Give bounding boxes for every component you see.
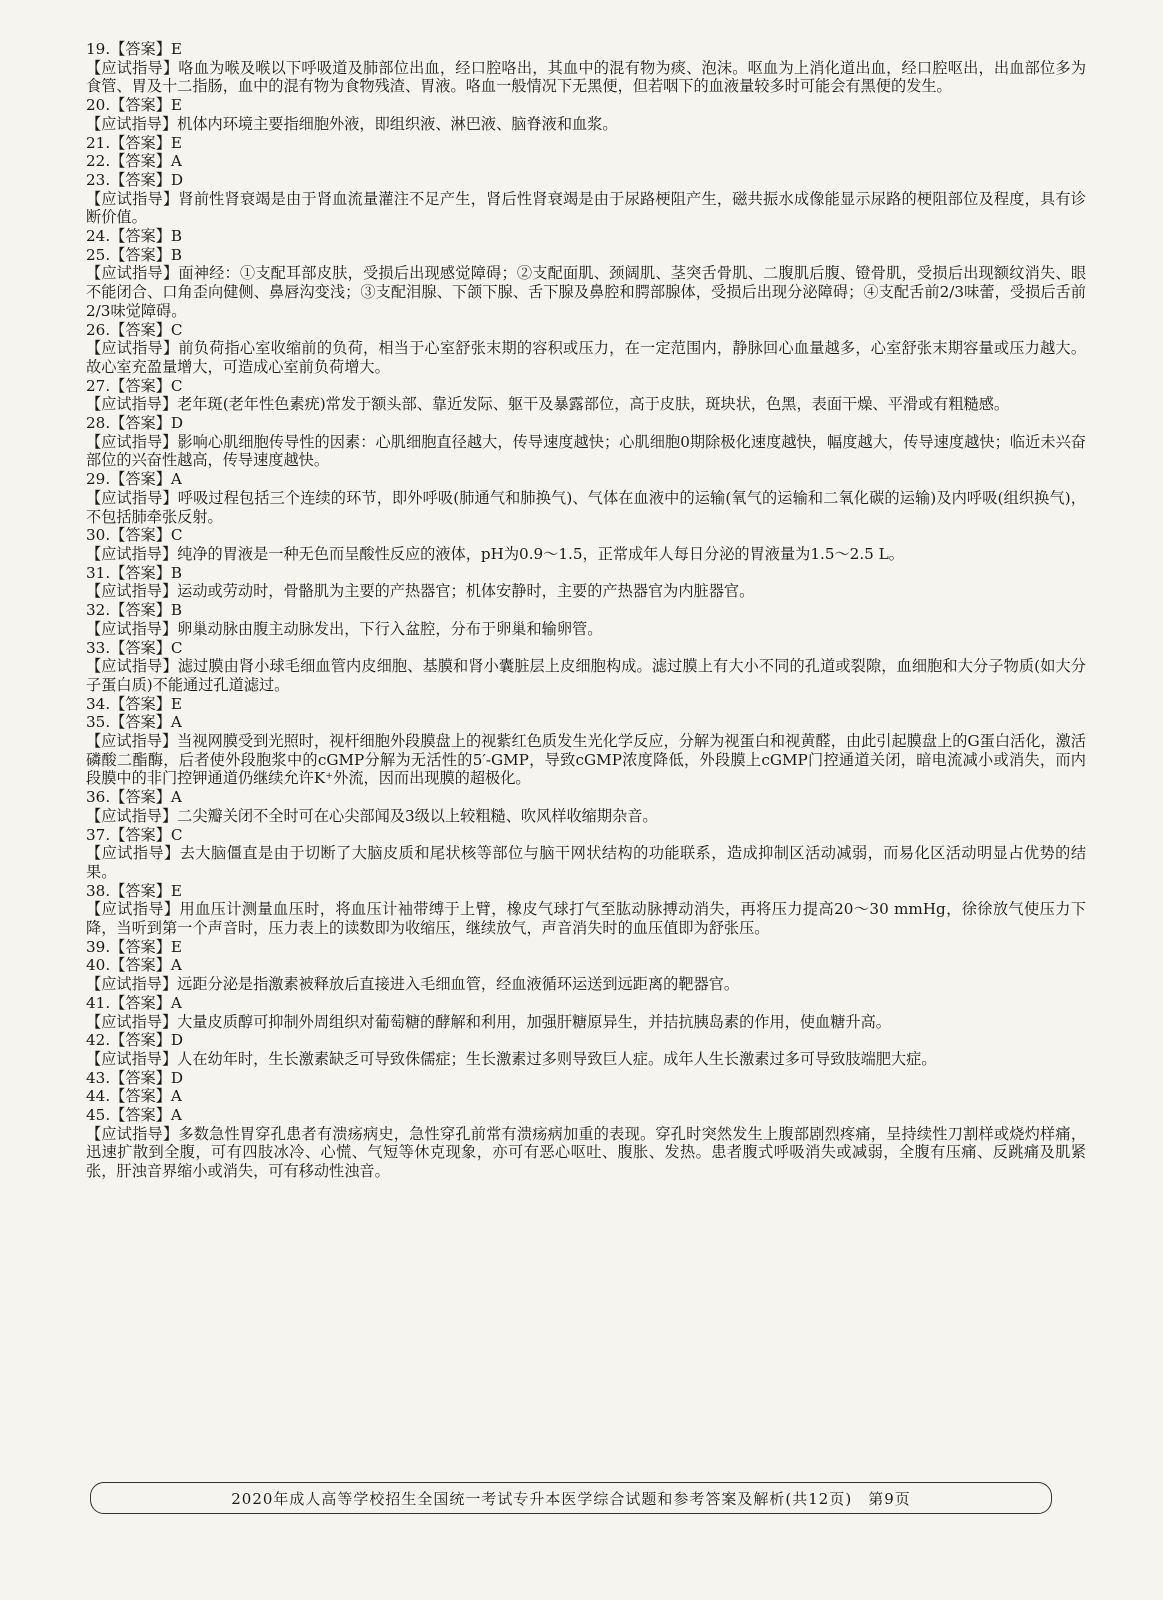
- guide-text: 【应试指导】卵巢动脉由腹主动脉发出，下行入盆腔，分布于卵巢和输卵管。: [86, 619, 603, 638]
- answer-text: 【答案】A: [110, 1087, 182, 1106]
- guide-text: 【应试指导】肾前性肾衰竭是由于肾血流量灌注不足产生，肾后性肾衰竭是由于尿路梗阻产生，磁共振水成像能显示尿路的梗阻部位及程度，具有诊断价值。: [86, 189, 1086, 227]
- answer-line: [86, 414, 1086, 433]
- answer-text: 【答案】B: [110, 245, 183, 264]
- guide-text: 【应试指导】老年斑(老年性色素疣)常发于额头部、靠近发际、躯干及暴露部位，高于皮肤，斑块状，色黑，表面干燥、平滑或有粗糙感。: [86, 395, 1010, 414]
- answer-text: 【答案】A: [110, 713, 182, 732]
- answer-text: 【答案】A: [110, 956, 182, 975]
- answer-item: [86, 1106, 1086, 1181]
- answer-item: [86, 321, 1086, 377]
- guide-text: 【应试指导】去大脑僵直是由于切断了大脑皮质和尾状核等部位与脑干网状结构的功能联系，造成抑制区活动减弱，而易化区活动明显占优势的结果。: [86, 844, 1086, 881]
- question-number: 30.: [86, 526, 111, 545]
- answer-item: [86, 713, 1086, 788]
- question-number: 24.: [86, 227, 111, 246]
- answer-item: [86, 956, 1086, 993]
- answer-line: [86, 96, 1086, 115]
- question-number: 36.: [86, 788, 111, 807]
- answer-item: [86, 246, 1086, 321]
- answer-text: 【答案】E: [110, 133, 182, 152]
- answer-text: 【答案】C: [110, 825, 183, 844]
- guide-text: 【应试指导】二尖瓣关闭不全时可在心尖部闻及3级以上较粗糙、吹风样收缩期杂音。: [86, 806, 658, 825]
- answer-item: [86, 40, 1086, 96]
- question-number: 37.: [86, 825, 111, 844]
- answer-item: [86, 1031, 1086, 1068]
- answer-line: [86, 377, 1086, 396]
- answer-text: 【答案】C: [110, 526, 183, 545]
- guide-text: 【应试指导】咯血为喉及喉以下呼吸道及肺部位出血，经口腔咯出，其血中的混有物为痰、泡沫。呕血为上消化道出血，经口腔呕出，出血部位多为食管、胃及十二指肠，血中的混有物为食物残渣、胃液。咯血一般情况下无黑便，但若咽下的血液量较多时可能会有黑便的发生。: [86, 58, 1086, 96]
- answer-line: [86, 40, 1086, 59]
- answer-item: [86, 227, 1086, 246]
- guide-text: 【应试指导】滤过膜由肾小球毛细血管内皮细胞、基膜和肾小囊脏层上皮细胞构成。滤过膜上有大小不同的孔道或裂隙，血细胞和大分子物质(如大分子蛋白质)不能通过孔道滤过。: [86, 657, 1086, 694]
- answer-item: [86, 1087, 1086, 1106]
- answer-text: 【答案】A: [110, 1106, 182, 1125]
- question-number: 40.: [86, 956, 111, 975]
- question-number: 29.: [86, 470, 111, 489]
- answer-text: 【答案】E: [110, 694, 182, 713]
- guide-text: 【应试指导】大量皮质醇可抑制外周组织对葡萄糖的酵解和利用，加强肝糖原异生，并拮抗胰岛素的作用，使血糖升高。: [86, 1012, 891, 1031]
- guide-text: 【应试指导】运动或劳动时，骨骼肌为主要的产热器官；机体安静时，主要的产热器官为内脏器官。: [86, 582, 755, 601]
- question-number: 41.: [86, 993, 111, 1012]
- question-number: 32.: [86, 601, 111, 620]
- answer-line: [86, 134, 1086, 153]
- question-number: 34.: [86, 694, 111, 713]
- answer-item: [86, 938, 1086, 957]
- answer-line: [86, 470, 1086, 489]
- answer-line: [86, 882, 1086, 901]
- answer-item: [86, 882, 1086, 938]
- answer-text: 【答案】D: [110, 1068, 184, 1087]
- guide-text: 【应试指导】前负荷指心室收缩前的负荷，相当于心室舒张末期的容积或压力，在一定范围内，静脉回心血量越多，心室舒张末期容量或压力越大。故心室充盈量增大，可造成心室前负荷增大。: [86, 339, 1086, 376]
- answer-line: [86, 826, 1086, 845]
- answer-line: [86, 246, 1086, 265]
- answer-text: 【答案】D: [110, 1031, 184, 1050]
- answer-list: [86, 40, 1086, 1181]
- answer-line: [86, 601, 1086, 620]
- answer-line: [86, 564, 1086, 583]
- answer-item: [86, 152, 1086, 171]
- guide-text: 【应试指导】呼吸过程包括三个连续的环节，即外呼吸(肺通气和肺换气)、气体在血液中的运输(氧气的运输和二氧化碳的运输)及内呼吸(组织换气)，不包括肺牵张反射。: [86, 488, 1086, 526]
- answer-text: 【答案】B: [110, 563, 183, 582]
- answer-line: [86, 152, 1086, 171]
- answer-line: [86, 938, 1086, 957]
- answer-line: [86, 1031, 1086, 1050]
- answer-text: 【答案】C: [110, 320, 183, 339]
- answer-item: [86, 171, 1086, 227]
- answer-text: 【答案】A: [110, 788, 182, 807]
- answer-line: [86, 526, 1086, 545]
- question-number: 25.: [86, 245, 111, 264]
- question-number: 38.: [86, 881, 111, 900]
- page-footer: [90, 1482, 1052, 1514]
- answer-line: [86, 713, 1086, 732]
- answer-item: [86, 414, 1086, 470]
- answer-item: [86, 601, 1086, 638]
- answer-line: [86, 1087, 1086, 1106]
- question-number: 43.: [86, 1068, 111, 1087]
- answer-line: [86, 227, 1086, 246]
- answer-line: [86, 788, 1086, 807]
- answer-line: [86, 639, 1086, 658]
- question-number: 23.: [86, 170, 111, 189]
- question-number: 28.: [86, 414, 111, 433]
- answer-item: [86, 526, 1086, 563]
- answer-item: [86, 564, 1086, 601]
- guide-text: 【应试指导】面神经：①支配耳部皮肤，受损后出现感觉障碍；②支配面肌、颈阔肌、茎突舌骨肌、二腹肌后腹、镫骨肌，受损后出现额纹消失、眼不能闭合、口角歪向健侧、鼻唇沟变浅；③支配泪腺、下颌下腺、舌下腺及鼻腔和腭部腺体，受损后出现分泌障碍；④支配舌前2/3味蕾，受损后舌前2/3味觉障碍。: [86, 264, 1086, 320]
- question-number: 20.: [86, 96, 111, 115]
- answer-text: 【答案】E: [110, 40, 182, 58]
- guide-text: 【应试指导】用血压计测量血压时，将血压计袖带缚于上臂，橡皮气球打气至肱动脉搏动消失，再将压力提高20～30 mmHg，徐徐放气使压力下降，当听到第一个声音时，压力表上的读数即为收缩压，继续放气，声音消失时的血压值即为舒张压。: [86, 900, 1086, 938]
- footer-text: 2020年成人高等学校招生全国统一考试专升本医学综合试题和参考答案及解析(共12页) 第9页: [231, 1489, 911, 1508]
- question-number: 26.: [86, 320, 111, 339]
- answer-text: 【答案】E: [110, 96, 182, 115]
- answer-line: [86, 994, 1086, 1013]
- answer-text: 【答案】C: [110, 638, 183, 657]
- guide-text: 【应试指导】人在幼年时，生长激素缺乏可导致侏儒症；生长激素过多则导致巨人症。成年人生长激素过多可导致肢端肥大症。: [86, 1049, 937, 1068]
- answer-text: 【答案】B: [110, 227, 183, 246]
- answer-item: [86, 134, 1086, 153]
- answer-line: [86, 695, 1086, 714]
- answer-item: [86, 96, 1086, 133]
- question-number: 21.: [86, 133, 111, 152]
- question-number: 39.: [86, 937, 111, 956]
- answer-line: [86, 321, 1086, 340]
- guide-text: 【应试指导】纯净的胃液是一种无色而呈酸性反应的液体，pH为0.9～1.5，正常成年人每日分泌的胃液量为1.5～2.5 L。: [86, 544, 904, 563]
- answer-line: [86, 1106, 1086, 1125]
- answer-item: [86, 788, 1086, 825]
- answer-item: [86, 695, 1086, 714]
- guide-text: 【应试指导】机体内环境主要指细胞外液，即组织液、淋巴液、脑脊液和血浆。: [86, 114, 618, 133]
- question-number: 44.: [86, 1087, 111, 1106]
- guide-text: 【应试指导】当视网膜受到光照时，视杆细胞外段膜盘上的视紫红色质发生光化学反应，分解为视蛋白和视黄醛，由此引起膜盘上的G蛋白活化，激活磷酸二酯酶，后者使外段胞浆中的cGMP分解为无活性的5′-GMP，导致cGMP浓度降低，外段膜上cGMP门控通道关闭，暗电流减小或消失，而内段膜中的非门控钾通道仍继续允许K⁺外流，因而出现膜的超极化。: [86, 732, 1086, 788]
- answer-item: [86, 470, 1086, 526]
- answer-text: 【答案】A: [110, 152, 182, 171]
- question-number: 42.: [86, 1031, 111, 1050]
- answer-line: [86, 1069, 1086, 1088]
- answer-text: 【答案】D: [110, 170, 184, 189]
- question-number: 33.: [86, 638, 111, 657]
- answer-line: [86, 956, 1086, 975]
- guide-text: 【应试指导】多数急性胃穿孔患者有溃疡病史，急性穿孔前常有溃疡病加重的表现。穿孔时突然发生上腹部剧烈疼痛，呈持续性刀割样或烧灼样痛，迅速扩散到全腹，可有四肢冰冷、心慌、气短等休克现象，亦可有恶心呕吐、腹胀、发热。患者腹式呼吸消失或减弱，全腹有压痛、反跳痛及肌紧张，肝浊音界缩小或消失，可有移动性浊音。: [86, 1124, 1086, 1181]
- question-number: 22.: [86, 152, 111, 171]
- question-number: 35.: [86, 713, 111, 732]
- question-number: 45.: [86, 1106, 111, 1125]
- question-number: 31.: [86, 563, 111, 582]
- answer-text: 【答案】A: [110, 470, 182, 489]
- answer-item: [86, 826, 1086, 882]
- guide-text: 【应试指导】影响心肌细胞传导性的因素：心肌细胞直径越大，传导速度越快；心肌细胞0期除极化速度越快，幅度越大，传导速度越快；临近未兴奋部位的兴奋性越高，传导速度越快。: [86, 432, 1086, 470]
- answer-item: [86, 994, 1086, 1031]
- answer-text: 【答案】A: [110, 993, 182, 1012]
- question-number: 27.: [86, 376, 111, 395]
- answer-item: [86, 377, 1086, 414]
- guide-text: 【应试指导】远距分泌是指激素被释放后直接进入毛细血管，经血液循环运送到远距离的靶器官。: [86, 975, 740, 994]
- answer-item: [86, 639, 1086, 695]
- answer-text: 【答案】E: [110, 937, 182, 956]
- answer-item: [86, 1069, 1086, 1088]
- answer-text: 【答案】B: [110, 601, 183, 620]
- answer-text: 【答案】D: [110, 414, 184, 433]
- answer-text: 【答案】E: [110, 881, 182, 900]
- answer-text: 【答案】C: [110, 376, 183, 395]
- answer-line: [86, 171, 1086, 190]
- question-number: 19.: [86, 40, 111, 58]
